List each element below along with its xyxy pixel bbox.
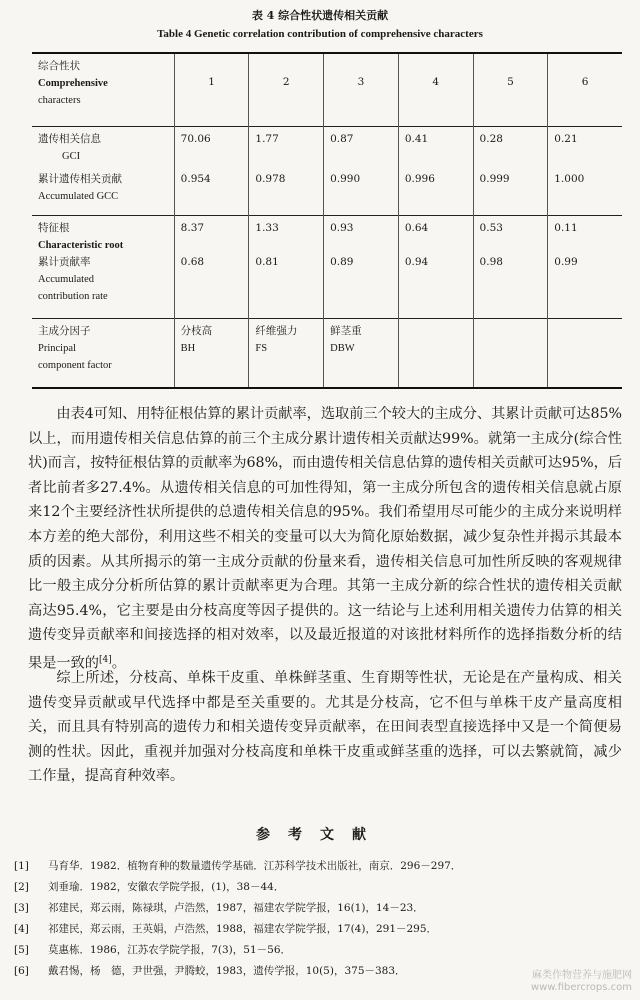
reference-item [14, 856, 624, 877]
table-cell [324, 216, 399, 319]
row-label: 累计贡献率 [38, 256, 91, 268]
cell-value: 1.000 [554, 173, 585, 185]
table-cell [473, 216, 548, 319]
reference-text: 祁建民，郑云雨，王英娟，卢浩然，1988，福建农学院学报，17(4)，291－295． [48, 923, 438, 935]
table-cell [398, 216, 473, 319]
reference-number: [4] [14, 923, 29, 935]
table-cell [398, 127, 473, 216]
table-row-factor [32, 319, 622, 389]
row-label: Characteristic root [38, 240, 124, 251]
reference-text: 马育华．1982．植物育种的数量遗传学基础．江苏科学技术出版社，南京．296－297． [48, 860, 462, 872]
row-label-gci [32, 127, 174, 216]
cell-value: 8.37 [180, 222, 205, 234]
table-header-row [32, 53, 622, 127]
col-header: 4 [398, 53, 473, 127]
row-label: Principal [38, 343, 76, 354]
factor-cn: 纤维强力 [255, 325, 298, 337]
cell-value: 0.954 [180, 173, 211, 185]
header-label-en: characters [38, 95, 81, 106]
factor-cn: 分枝高 [180, 325, 213, 337]
paragraph-end: 。 [111, 655, 126, 672]
table-caption-cn: 表 4 综合性状遗传相关贡献 [251, 9, 389, 22]
table-cell [548, 319, 622, 389]
cell-value: 0.81 [255, 256, 279, 268]
cell-value: 0.93 [330, 222, 354, 234]
cell-value: 1.33 [255, 222, 279, 234]
table-cell [473, 319, 548, 389]
cell-value: 0.68 [180, 256, 205, 268]
cell-value: 0.41 [404, 133, 429, 145]
table-row-root [32, 216, 622, 319]
body-paragraph-1 [28, 402, 622, 676]
citation-marker: [4] [98, 654, 112, 665]
cell-value: 0.11 [554, 222, 578, 234]
table-cell [174, 216, 249, 319]
row-label: GCI [62, 151, 81, 162]
factor-cn: 鲜茎重 [330, 325, 362, 337]
table-cell [548, 216, 622, 319]
col-header: 6 [548, 53, 622, 127]
table-cell [398, 319, 473, 389]
cell-value: 1.77 [255, 133, 279, 145]
cell-value: 0.94 [404, 256, 429, 268]
table-cell [324, 127, 399, 216]
reference-item [14, 919, 624, 940]
col-header: 2 [249, 53, 324, 127]
table-caption-en: Table 4 Genetic correlation contribution of comprehensive characters [157, 28, 483, 40]
header-label-cell [32, 53, 174, 127]
references-list [14, 856, 624, 982]
cell-value: 0.99 [554, 256, 578, 268]
table-cell [548, 127, 622, 216]
genetic-correlation-table [32, 52, 622, 389]
table-cell [249, 216, 324, 319]
cell-value: 0.64 [404, 222, 429, 234]
cell-value: 0.98 [479, 256, 503, 268]
table-cell [324, 319, 399, 389]
factor-abbr: DBW [330, 343, 355, 354]
header-label-en-bold: Comprehensive [38, 78, 108, 89]
reference-item [14, 940, 624, 961]
table-cell [174, 127, 249, 216]
row-label: component factor [38, 360, 112, 371]
row-label: Accumulated [38, 274, 94, 285]
cell-value: 0.978 [255, 173, 286, 185]
row-label-root [32, 216, 174, 319]
cell-value: 0.990 [330, 173, 361, 185]
reference-text: 戴君惕，杨 德，尹世强，尹腾蛟，1983，遗传学报，10(5)，375－383． [48, 965, 406, 977]
row-label: 遗传相关信息 [38, 133, 101, 145]
table-cell [473, 127, 548, 216]
reference-number: [6] [14, 965, 29, 977]
body-paragraph-2 [28, 666, 622, 789]
table-row-gci [32, 127, 622, 216]
reference-text: 刘垂瑜．1982，安徽农学院学报，(1)，38－44． [48, 881, 285, 893]
factor-abbr: FS [255, 343, 268, 354]
reference-number: [2] [14, 881, 29, 893]
paragraph-text: 综上所述，分枝高、单株干皮重、单株鲜茎重、生育期等性状，无论是在产量构成、相关遗传变异贡献或早代选择中都是至关重要的。尤其是分枝高，它不但与单株干皮产量高度相关，而且具有特别高的遗传力和相关遗传变异贡献率，在田间表型直接选择中又是一个简便易测的性状。因此，重视并加强对分枝高度和单株干皮重或鲜茎重的选择，可以去繁就简，减少工作量，提高育种效率。 [28, 670, 622, 785]
row-label: 累计遗传相关贡献 [38, 173, 122, 185]
reference-item [14, 898, 624, 919]
references-title: 参考文献 [256, 827, 384, 843]
cell-value: 70.06 [180, 133, 211, 145]
reference-text: 莫惠栋．1986，江苏农学院学报，7(3)，51－56． [48, 944, 291, 956]
paragraph-text: 由表4可知、用特征根估算的累计贡献率，选取前三个较大的主成分、其累计贡献可达85%以上，而用遗传相关信息估算的前三个主成分累计遗传相关贡献达99%。就第一主成分(综合性状)而言，按特征根估算的贡献率为68%，而由遗传相关信息估算的遗传相关贡献可达95%，后者比前者多27.4%。从遗传相关信息的可加性得知，第一主成分所包含的遗传相关信息就占原来12个主要经济性状所提供的总遗传相关信息的95%。我们希望用尽可能少的主成分来说明样本方差的绝大部份，利用这些不相关的变量可以大为简化原始数据，减少复杂性并揭示其最本质的因素。从其所揭示的第一主成分贡献的份量来看，遗传相关信息可加性所反映的客观规律比一般主成分分析所估算的累计贡献率更为合理。其第一主成分新的综合性状的遗传相关贡献高达95.4%，它主要是由分枝高度等因子提供的。这一结论与上述利用相关遗传力估算的相关遗传变异贡献率和间接选择的相对效率，以及最近报道的对该批材料所作的选择指数分析的结果是一致的 [28, 406, 622, 672]
reference-number: [3] [14, 902, 29, 914]
row-label-factor [32, 319, 174, 389]
row-label: contribution rate [38, 291, 108, 302]
table-cell [249, 127, 324, 216]
header-label-cn: 综合性状 [38, 60, 80, 72]
cell-value: 0.21 [554, 133, 578, 145]
col-header: 5 [473, 53, 548, 127]
table-cell [249, 319, 324, 389]
cell-value: 0.999 [479, 173, 510, 185]
cell-value: 0.53 [479, 222, 503, 234]
reference-text: 祁建民，郑云雨，陈禄琪，卢浩然，1987，福建农学院学报，16(1)，14－23． [48, 902, 424, 914]
row-label: Accumulated GCC [38, 191, 119, 202]
watermark: 麻类作物营养与施肥网 www.fibercrops.com [530, 970, 632, 993]
cell-value: 0.89 [330, 256, 354, 268]
col-header: 1 [174, 53, 249, 127]
table-cell [174, 319, 249, 389]
factor-abbr: BH [180, 343, 196, 354]
cell-value: 0.28 [479, 133, 503, 145]
reference-item [14, 877, 624, 898]
row-label: 特征根 [38, 222, 70, 234]
reference-number: [1] [14, 860, 29, 872]
row-label: 主成分因子 [38, 325, 91, 337]
cell-value: 0.87 [330, 133, 354, 145]
reference-number: [5] [14, 944, 29, 956]
cell-value: 0.996 [404, 173, 435, 185]
col-header: 3 [324, 53, 399, 127]
